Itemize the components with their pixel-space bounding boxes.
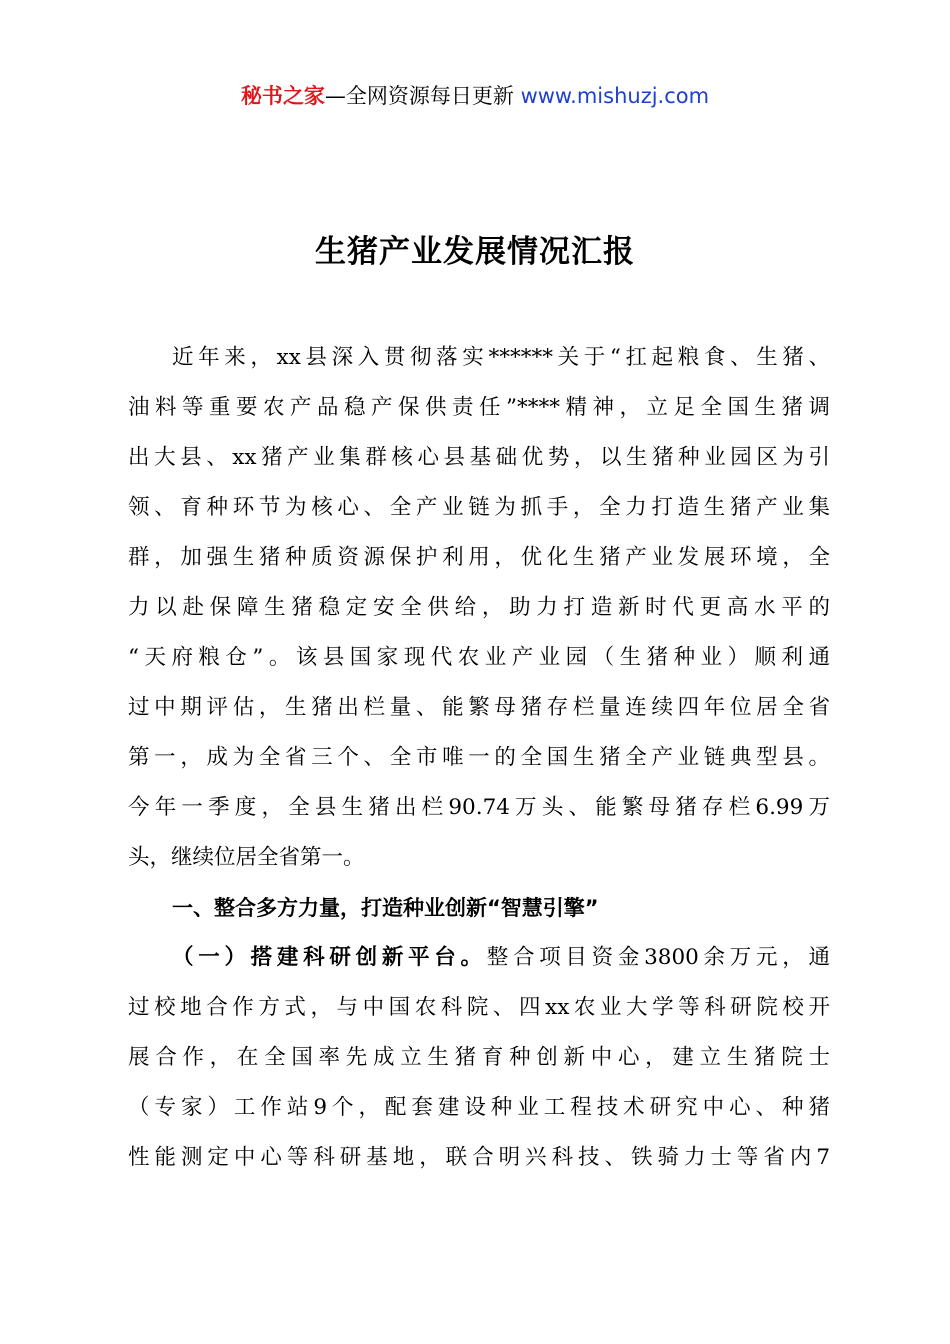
document-body — [128, 333, 830, 1183]
section-heading: 一、整合多方力量，打造种业创新“智慧引擎” — [172, 896, 599, 920]
header-tagline: —全网资源每日更新 — [324, 84, 514, 108]
subsection-first-line — [128, 933, 830, 983]
site-url[interactable]: www.mishuzj.com — [520, 84, 710, 108]
subsection-title: （一）搭建科研创新平台。 — [172, 945, 487, 970]
paragraph-line: （专家）工作站9个，配套建设种业工程技术研究中心、种猪 — [128, 1095, 830, 1120]
paragraph-line: 油料等重要农产品稳产保供责任”****精神，立足全国生猪调 — [128, 395, 830, 420]
paragraph-line: 领、育种环节为核心、全产业链为抓手，全力打造生猪产业集 — [128, 495, 830, 520]
paragraph-line: 今年一季度，全县生猪出栏90.74万头、能繁母猪存栏6.99万 — [128, 795, 830, 820]
paragraph-line: 力以赴保障生猪稳定安全供给，助力打造新时代更高水平的 — [128, 595, 830, 620]
paragraph-line: 过校地合作方式，与中国农科院、四xx农业大学等科研院校开 — [128, 995, 830, 1020]
document-title: 生猪产业发展情况汇报 — [315, 234, 635, 270]
paragraph-line: 头，继续位居全省第一。 — [128, 845, 365, 870]
brand-name: 秘书之家 — [240, 84, 325, 108]
paragraph-line: 过中期评估，生猪出栏量、能繁母猪存栏量连续四年位居全省 — [128, 695, 830, 720]
paragraph-line: 群，加强生猪种质资源保护利用，优化生猪产业发展环境，全 — [128, 545, 830, 570]
paragraph-line: “天府粮仓”。该县国家现代农业产业园（生猪种业）顺利通 — [128, 645, 830, 670]
paragraph-line: 第一，成为全省三个、全市唯一的全国生猪全产业链典型县。 — [128, 745, 830, 770]
paragraph-line: 展合作，在全国率先成立生猪育种创新中心，建立生猪院士 — [128, 1045, 830, 1070]
paragraph-line: 出大县、xx猪产业集群核心县基础优势，以生猪种业园区为引 — [128, 445, 830, 470]
paragraph-line: 近年来，xx县深入贯彻落实******关于“扛起粮食、生猪、 — [172, 345, 830, 370]
site-header — [0, 80, 950, 112]
paragraph-line: 性能测定中心等科研基地，联合明兴科技、铁骑力士等省内7 — [128, 1145, 830, 1170]
subsection-text: 整合项目资金3800余万元，通 — [486, 945, 830, 970]
